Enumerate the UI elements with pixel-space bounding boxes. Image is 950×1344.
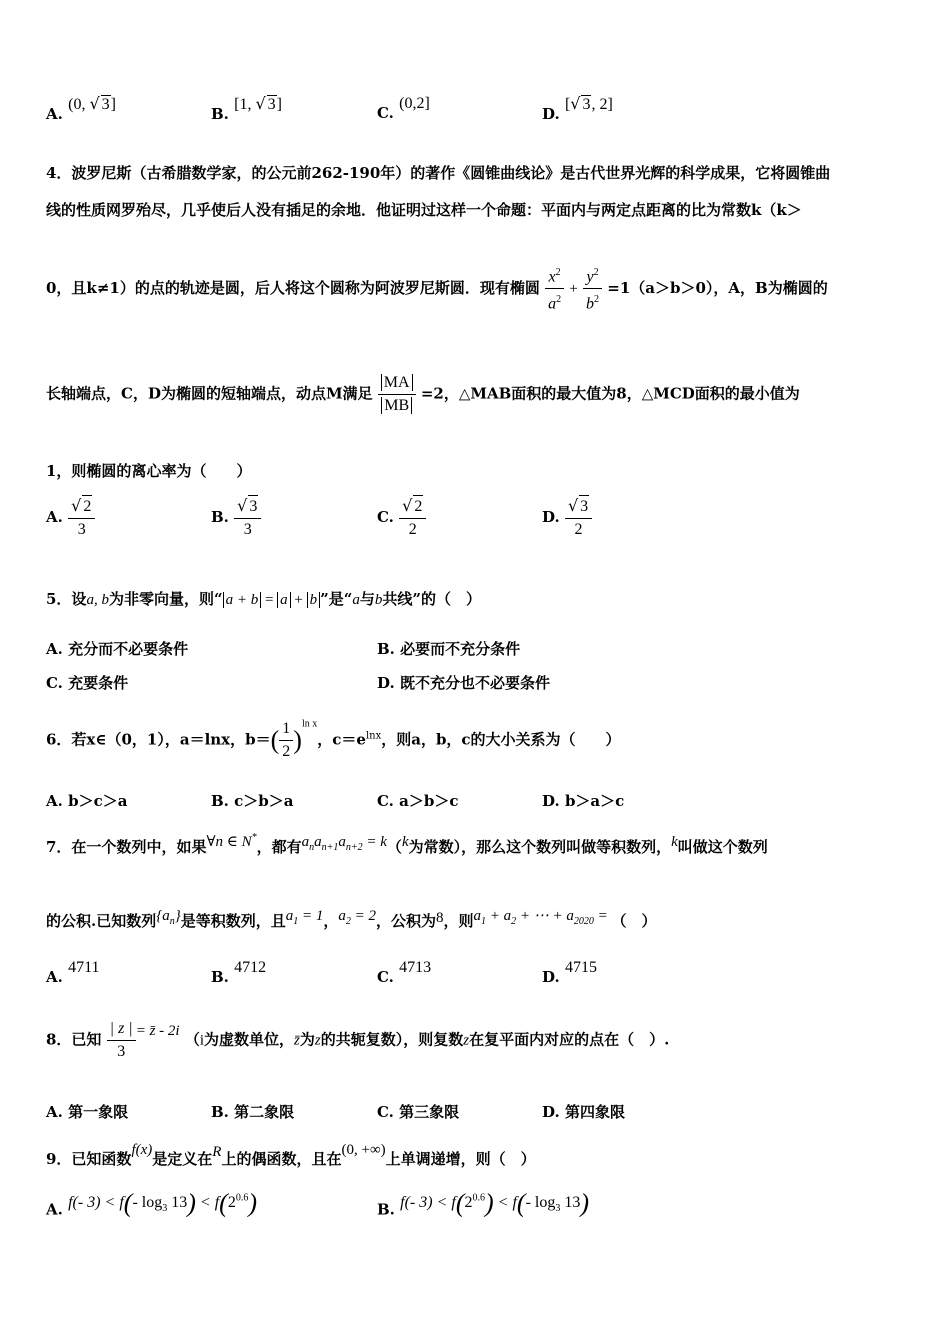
- q9-options: [46, 1188, 920, 1236]
- q8-option-b[interactable]: B. 第二象限: [211, 1103, 295, 1121]
- q6-option-d[interactable]: D. b＞a＞c: [542, 792, 625, 810]
- q7-options: [46, 959, 920, 1008]
- q5-option-b[interactable]: B. 必要而不充分条件: [377, 640, 521, 658]
- q6-stem: 6．若x∈（0，1），a＝lnx，b＝( $\frac{1}{2}$ )$^{ln x}$，$c=e^{lnx}$，则a，b，c的大小关系为（ ）: [46, 718, 920, 763]
- ma-mb-ratio: $\frac{MA}{MB}$: [378, 372, 416, 417]
- q6-option-b[interactable]: B. c＞b＞a: [211, 792, 294, 810]
- q4-option-c[interactable]: C. $\frac{√ 2}{2}$: [377, 495, 426, 541]
- q5-option-a[interactable]: A. 充分而不必要条件: [46, 640, 189, 658]
- ellipse-y-fraction: $\frac{y^2}{b^2}$: [583, 262, 602, 316]
- q3-option-b[interactable]: B. [1, √ 3]: [211, 94, 282, 123]
- q4-line-2: 线的性质网罗殆尽，几乎使后人没有插足的余地．他证明过这样一个命题：平面内与两定点距离的比为常数k（k＞: [46, 201, 802, 219]
- q8-options: [46, 1101, 920, 1141]
- q4-line-1: 4．波罗尼斯（古希腊数学家，的公元前262-190年）的著作《圆锥曲线论》是古代世界光辉的科学成果，它将圆锥曲: [46, 164, 831, 182]
- q7-option-d[interactable]: D. 4715: [542, 959, 597, 986]
- q4-option-d[interactable]: D. $\frac{√ 3}{2}$: [542, 495, 592, 541]
- q4-line-4: 长轴端点，C，D为椭圆的短轴端点，动点M满足 $\frac{MA}{MB}$ =2，△MAB面积的最大值为8，△MCD面积的最小值为: [46, 372, 920, 417]
- q3-option-d[interactable]: D. [√ 3, 2]: [542, 94, 613, 123]
- q6-option-c[interactable]: C. a＞b＞c: [377, 792, 459, 810]
- q8-option-d[interactable]: D. 第四象限: [542, 1103, 625, 1121]
- q6-options: [46, 790, 920, 830]
- q7-option-b[interactable]: B. 4712: [211, 959, 267, 986]
- q7-line-1: 7．在一个数列中，如果∀n ∈ N*，都有$a_na_{n+1}a_{n+2} = k(k$为常数），那么这个数列叫做等积数列，k叫做这个数列: [46, 832, 768, 856]
- q8-option-a[interactable]: A. 第一象限: [46, 1103, 129, 1121]
- q4-line-5: 1，则椭圆的离心率为（ ）: [46, 462, 252, 480]
- abs-z-over-3: $\frac{| z |}{3}$: [107, 1018, 136, 1063]
- q5-option-c[interactable]: C. 充要条件: [46, 674, 129, 692]
- half-fraction: $\frac{1}{2}$: [279, 718, 293, 763]
- q9-option-a[interactable]: A. f(- 3) < f(- $\log_3 13) < f(2^{0.6})$: [46, 1188, 257, 1219]
- q3-options: [46, 94, 920, 144]
- q6-option-a[interactable]: A. b＞c＞a: [46, 792, 128, 810]
- q3-option-a[interactable]: A. (0, √ 3]: [46, 94, 116, 123]
- ellipse-x-fraction: $\frac{x^2}{a^2}$: [545, 262, 564, 316]
- q5-stem: 5．设a, b为非零向量，则“ a + b = a + b ”是“a与b共线”的（ ）: [46, 590, 482, 608]
- q7-option-a[interactable]: A. 4711: [46, 959, 100, 986]
- q9-option-b[interactable]: B. f(- $3) < f(2^{0.6}) < f(-$ $\log_3 13$): [377, 1188, 590, 1219]
- q4-options: [46, 495, 920, 547]
- q8-option-c[interactable]: C. 第三象限: [377, 1103, 460, 1121]
- q3-option-c[interactable]: C. (0,2]: [377, 95, 430, 122]
- q4-line-3: 0，且k≠1）的点的轨迹是圆，后人将这个圆称为阿波罗尼斯圆．现有椭圆 $\frac{x^2}{a^2}$ + $\frac{y^2}{b^2}$ =1（a＞b＞0），A，B为椭圆的: [46, 262, 920, 316]
- q7-option-c[interactable]: C. 4713: [377, 959, 432, 986]
- q4-option-a[interactable]: A. $\frac{√ 2}{3}$: [46, 495, 95, 541]
- q5-option-d[interactable]: D. 既不充分也不必要条件: [377, 674, 550, 692]
- q8-stem: 8．已知 $\frac{| z |}{3}$ = z̄ - 2i （i为虚数单位，z̄为z的共轭复数），则复数z在复平面内对应的点在（ ）.: [46, 1018, 920, 1063]
- q4-option-b[interactable]: B. $\frac{√ 3}{3}$: [211, 495, 261, 541]
- q7-line-2: 的公积.已知数列$\{a_n\}$是等积数列，且$a_1 = 1$，$a_2 = 2$，公积为8，则$a_1 + a_2$ + ⋯ + $a_{2020}$ = （ ）: [46, 908, 657, 930]
- q9-stem: 9．已知函数f(x)是定义在R上的偶函数，且在(0, +∞)上单调递增，则（ ）: [46, 1142, 536, 1168]
- q5-options-row-2: [46, 672, 920, 712]
